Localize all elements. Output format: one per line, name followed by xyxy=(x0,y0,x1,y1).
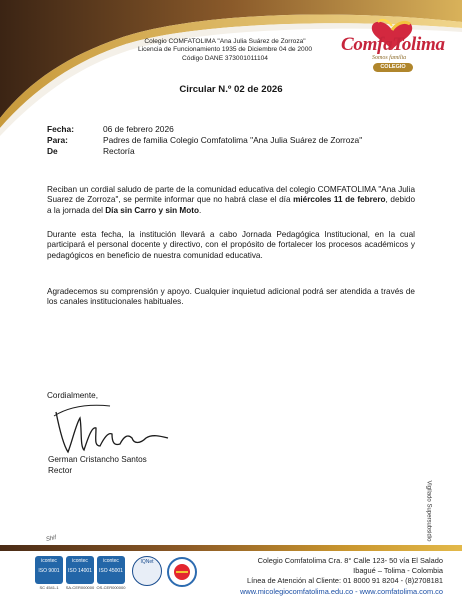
paragraph-greeting xyxy=(47,185,415,216)
meta-date-label: Fecha: xyxy=(47,124,74,134)
footer-web-links[interactable]: www.micolegiocomfatolima.edu.co - www.comfatolima.com.co xyxy=(240,586,443,596)
handwritten-initials: Shif xyxy=(45,534,57,544)
meta-from-label: De xyxy=(47,145,58,156)
meta-to-label: Para: xyxy=(47,134,68,145)
greeting-text-3: . xyxy=(198,205,202,215)
greeting-text-1: Reciban un cordial saludo de parte de la comunidad educativa del colegio COMFATOLIMA "Ana Julia Suarez de Zorroza", se permite informar que no habrá clase el día xyxy=(47,185,415,205)
footer-contact xyxy=(240,556,443,597)
icontec-logo: icontec ISO 14001 xyxy=(66,556,94,584)
footer-city: Ibagué – Tolima - Colombia xyxy=(353,566,443,576)
logo-tagline: Somos familia xyxy=(372,55,407,61)
meta-from-value: Rectoría xyxy=(103,145,135,156)
meta-date-row xyxy=(47,124,362,135)
signer-block xyxy=(48,455,147,476)
icontec-logo: icontec ISO 45001 xyxy=(97,556,125,584)
paragraph-pedagogical-day: Durante esta fecha, la institución llevará a cabo Jornada Pedagógica Institucional, en la cual participará el personal docente y directivo, con el propósito de fortalecer los procesos académicos y pedagógicos en beneficio de nuestra comunidad educativa. xyxy=(47,230,415,260)
vertical-supervision-label xyxy=(425,478,440,550)
greeting-date-bold: miércoles 11 de febrero xyxy=(293,195,386,205)
closing-text: Cordialmente, xyxy=(47,391,98,400)
iqnet-badge xyxy=(132,556,160,592)
license-line: Licencia de Funcionamiento 1935 de Diciembre 04 de 2000 xyxy=(137,46,313,54)
meta-to-row xyxy=(47,135,362,146)
dane-code: Código DANE 373001011104 xyxy=(182,54,268,62)
signer-name: German Cristancho Santos xyxy=(48,455,147,464)
certification-badge xyxy=(35,556,63,592)
circular-meta xyxy=(47,124,362,156)
logo-wordmark: ComfaTolima xyxy=(341,34,445,55)
iqnet-logo: IQNet xyxy=(132,556,162,586)
logo-badge: COLEGIO xyxy=(373,63,413,72)
cert-label: SC 4541-1 xyxy=(39,585,59,590)
footer-band xyxy=(0,545,462,551)
icontec-logo: icontec ISO 9001 xyxy=(35,556,63,584)
certification-badge xyxy=(66,556,94,592)
meta-to-value: Padres de familia Colegio Comfatolima "Ana Julia Suárez de Zorroza" xyxy=(103,134,363,145)
footer-address: Colegio Comfatolima Cra. 8° Calle 123- 50 vía El Salado xyxy=(257,556,443,565)
institution-name: Colegio COMFATOLIMA "Ana Julia Suárez de Zorroza" xyxy=(144,38,306,45)
institution-header xyxy=(120,38,330,63)
certification-badge xyxy=(97,556,125,592)
greeting-text-2: , debido a la jornada del xyxy=(47,195,416,215)
paragraph-thanks: Agradecemos su comprensión y apoyo. Cualquier inquietud adicional podrá ser atendida a través de los canales institucionales habituales. xyxy=(47,287,415,307)
seal-logo xyxy=(166,556,198,588)
handwritten-signature xyxy=(50,402,190,458)
footer-phone: Línea de Atención al Cliente: 01 8000 91 8204 - (8)2708181 xyxy=(246,576,443,586)
cert-label: SA-CER000000 xyxy=(65,585,95,590)
circular-title: Circular N.º 02 de 2026 xyxy=(179,84,283,95)
vertical-text: Vigilado Supersubsidio xyxy=(425,480,432,542)
greeting-event-bold: Día sin Carro y sin Moto xyxy=(105,205,199,215)
cert-label: OS-CER000000 xyxy=(96,585,126,590)
meta-date-value: 06 de febrero 2026 xyxy=(103,124,174,134)
meta-from-row xyxy=(47,146,362,157)
signer-role: Rector xyxy=(48,465,73,475)
